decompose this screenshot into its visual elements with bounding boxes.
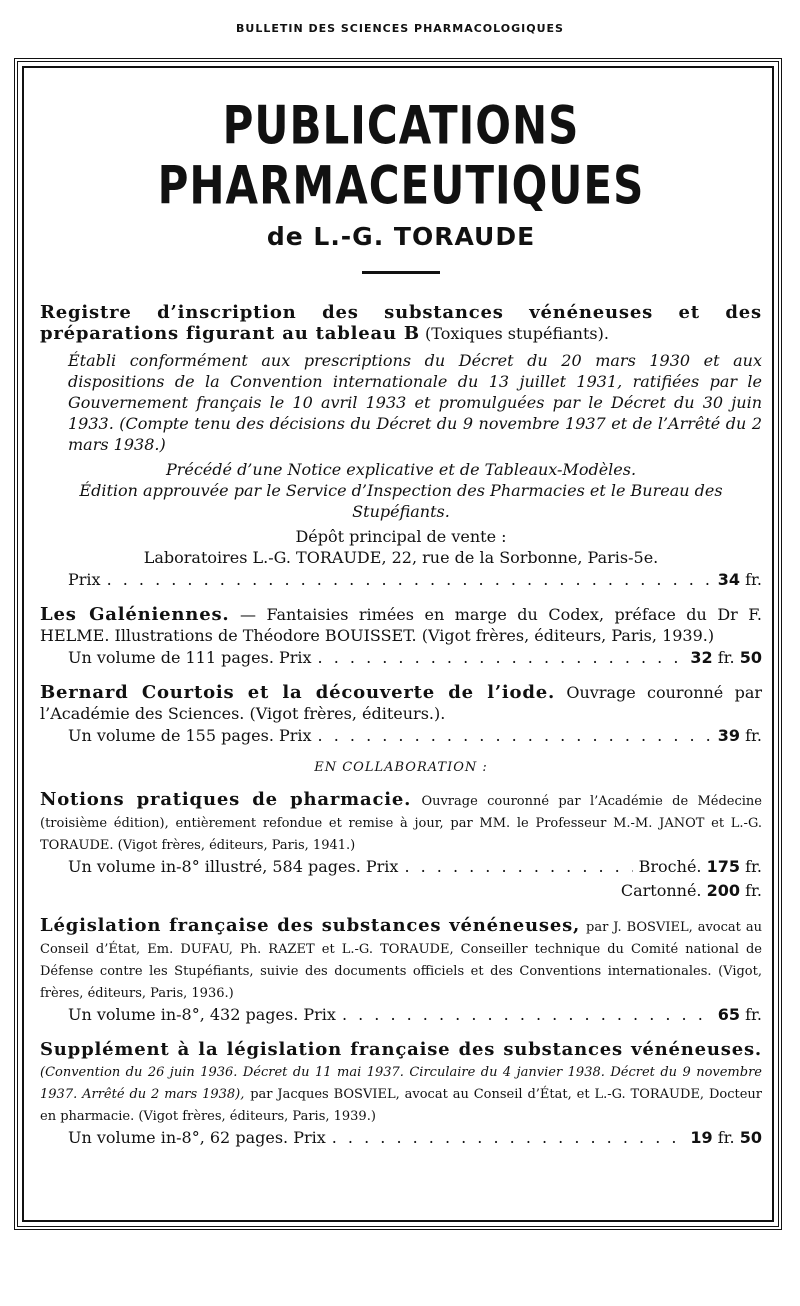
price-value: 65: [717, 1005, 740, 1024]
price-value: 175: [706, 857, 740, 876]
entry-supplement: [40, 1039, 762, 1150]
price-label: Un volume de 111 pages. Prix: [68, 648, 312, 667]
price-unit: fr.: [745, 726, 762, 745]
entry-text-italic: (Convention du 26 juin 1936. Décret du 11 mai 1937. Circulaire du 4 janvier 1938. Décret du 9 novembre 1937. Arrêté du 2 mars 1938),: [40, 1065, 762, 1102]
price-row: [40, 568, 762, 592]
entry-approval: Édition approuvée par le Service d’Inspection des Pharmacies et le Bureau des Stupéfiants.: [79, 481, 723, 521]
entry-notice: Précédé d’une Notice explicative et de Tableaux-Modèles.: [165, 460, 637, 479]
entry-heading: Registre d’inscription des substances vénéneuses et des préparations figurant au tableau B: [40, 302, 762, 344]
price-row: [40, 1126, 762, 1150]
price-row-alt: [40, 879, 762, 903]
depot-label: Dépôt principal de vente :: [295, 527, 507, 546]
price-unit: fr.: [717, 1128, 735, 1147]
price-cents: 50: [739, 648, 762, 667]
entry-text: Ouvrage couronné par l’Académie de Médecine (troisième édition), entièrement refondue et remise à jour, par MM. le Professeur M.-M. JANOT et L.-G. TORAUDE. (Vigot frères, éditeurs, Paris, 1941.): [40, 794, 762, 853]
running-head: BULLETIN DES SCIENCES PHARMACOLOGIQUES: [236, 22, 564, 35]
entry-heading: Les Galéniennes.: [40, 604, 230, 625]
price-unit: fr.: [745, 570, 762, 589]
price-label: Un volume in-8°, 432 pages. Prix: [68, 1005, 336, 1024]
price-label: Un volume de 155 pages. Prix: [68, 726, 312, 745]
page-content: [40, 94, 763, 1162]
entry-text: par J. BOSVIEL, avocat au Conseil d’État, Em. DUFAU, Ph. RAZET et L.-G. TORAUDE, Conseiller technique du Comité national de Défense contre les Stupéfiants, suivie des documents officiels et des Conventions internationales. (Vigot, frères, éditeurs, Paris, 1936.): [40, 920, 762, 1001]
price-value: 34: [717, 570, 740, 589]
entry-text: par Jacques BOSVIEL, avocat au Conseil d’État, et L.-G. TORAUDE, Docteur en pharmacie. (Vigot frères, éditeurs, Paris, 1939.): [40, 1087, 762, 1124]
entry-heading: Supplément à la législation française des substances vénéneuses.: [40, 1039, 762, 1060]
price-label: Prix: [68, 570, 101, 589]
collaboration-label: EN COLLABORATION :: [314, 760, 488, 775]
page-subtitle: de L.-G. TORAUDE: [266, 222, 536, 251]
price-value: 39: [717, 726, 740, 745]
price-unit: fr.: [745, 857, 762, 876]
entry-registre: [40, 302, 762, 592]
entry-heading: Bernard Courtois et la découverte de l’iode.: [40, 682, 556, 703]
price-unit: fr.: [745, 881, 762, 900]
title-rule: [362, 271, 440, 274]
entry-description: Établi conformément aux prescriptions du Décret du 20 mars 1930 et aux dispositions de la Convention internationale du 13 juillet 1931, ratifiées par le Gouvernement français le 10 avril 1933 et promulguées par le Décret du 30 juin 1933. (Compte tenu des décisions du Décret du 9 novembre 1937 et de l’Arrêté du 2 mars 1938.): [68, 351, 762, 454]
entry-legislation: [40, 915, 762, 1027]
price-unit: fr.: [717, 648, 735, 667]
binding-label: Broché.: [638, 857, 702, 876]
entry-heading-tail: (Toxiques stupéfiants).: [425, 324, 609, 343]
price-value: 200: [706, 881, 740, 900]
leader-dots: [107, 568, 712, 592]
leader-dots: [332, 1126, 685, 1150]
entry-heading: Notions pratiques de pharmacie.: [40, 789, 412, 810]
entry-text: Ouvrage couronné par l’Académie des Sciences. (Vigot frères, éditeurs.).: [40, 683, 763, 723]
price-row: [40, 646, 762, 670]
price-label: Un volume in-8° illustré, 584 pages. Prix: [68, 857, 399, 876]
binding-label: Cartonné.: [620, 881, 702, 900]
entry-heading: Législation française des substances vénéneuses,: [40, 915, 581, 936]
leader-dots: [342, 1003, 712, 1027]
depot-address: Laboratoires L.-G. TORAUDE, 22, rue de la Sorbonne, Paris-5e.: [143, 548, 659, 567]
leader-dots: [318, 646, 685, 670]
entry-text: — Fantaisies rimées en marge du Codex, préface du Dr F. HELME. Illustrations de Théodore BOUISSET. (Vigot frères, éditeurs, Paris, 1939.): [40, 605, 762, 645]
price-cents: 50: [739, 1128, 762, 1147]
price-value: 32: [690, 648, 713, 667]
entry-courtois: [40, 682, 762, 748]
price-unit: fr.: [745, 1005, 762, 1024]
entry-notions: [40, 789, 762, 903]
price-label: Un volume in-8°, 62 pages. Prix: [68, 1128, 326, 1147]
price-row: [40, 724, 762, 748]
leader-dots: [404, 855, 632, 879]
price-value: 19: [690, 1128, 713, 1147]
price-row: [40, 855, 762, 879]
page-title: PUBLICATIONS PHARMACEUTIQUES: [157, 94, 645, 216]
leader-dots: [318, 724, 712, 748]
price-row: [40, 1003, 762, 1027]
entry-galeniennes: [40, 604, 762, 670]
